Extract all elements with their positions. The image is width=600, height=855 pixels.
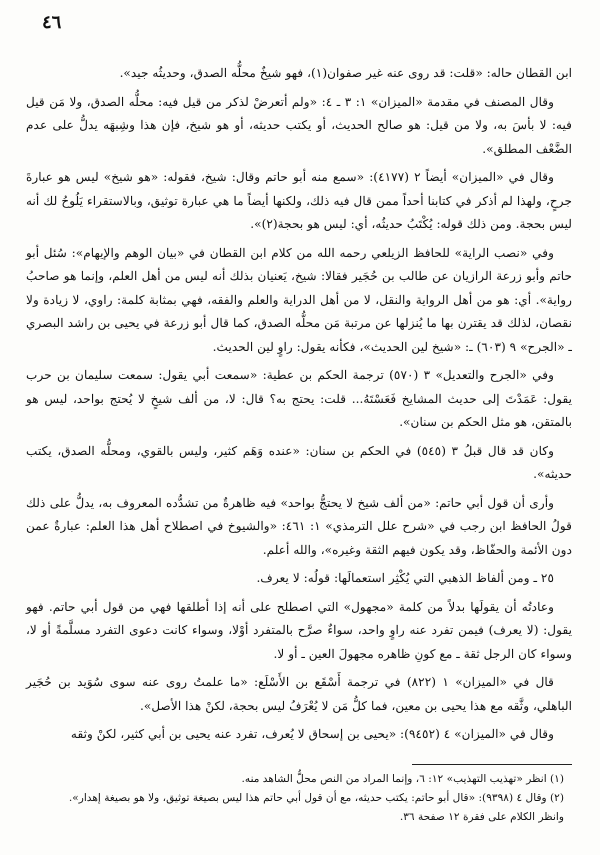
section-heading-25: ٢٥ ـ ومن ألفاظ الذهبي التي يُكْثِر استعمالَها: قولُه: لا يعرف. bbox=[256, 571, 554, 585]
footnote-divider bbox=[412, 764, 572, 765]
paragraph-7: وأرى أن قول أبي حاتم: «من ألف شيخ لا يحتجُّ بواحد» فيه ظاهرةٌ من تشدُّده المعروف به، يدلُّ على ذلك قولُ الحافظ ابن رجب في «شرح علل الترمذي» ١: ٤٦١: «والشيوخ في اصطلاح أهل هذا العلم: عبارةٌ عمن دون الأئمة والحفّاظ، وقد يكون فيهم الثقة وغيره»، والله أعلم. bbox=[26, 495, 572, 557]
footnotes bbox=[26, 770, 564, 827]
paragraph-2: وقال المصنف في مقدمة «الميزان» ١: ٣ ـ ٤: «ولم أتعرضْ لذكر من قيل فيه: محلُّه الصدق، ولا مَن قيل فيه: لا بأسَ به، ولا من قيل: هو صالح الحديث، أو يكتب حديثه، أو هو شيخ، فإن هذا وشِبهَه يدلُّ على عدم الضَّعْف المطلق». bbox=[26, 94, 572, 156]
paragraph-5: وفي «الجرح والتعديل» ٣ (٥٧٠) ترجمة الحكم بن عطية: «سمعت أبي يقول: سمعت سليمان بن حرب يقول: عَمَدْتَ إلى حديث المشايخ فَعَسْتَهُ... قلت: يحتج به؟ قال: لا، من ألف شيخٍ لا يُحتج بواحد، ليس هو بالمتقن، هو مثل الحكم بن سنان». bbox=[26, 368, 572, 429]
paragraph-10: قال في «الميزان» ١ (٨٢٢) في ترجمة أَسْقَع بن الأَسْلَع: «ما علمتُ روى عنه سوى سُوَيد بن حُجَير الباهلي، وثَّقه مع هذا يحيى بن معين، فما كلُّ مَن لا يُعْرَفُ ليس بحجة، لكنْ هذا الأصل». bbox=[26, 675, 572, 713]
paragraph-6: وكان قد قال قبلُ ٣ (٥٤٥) في الحكم بن سنان: «عنده وَهَم كثير، وليس بالقوي، ومحلُّه الصدق، يكتب حديثه». bbox=[26, 443, 572, 481]
paragraph-9: وعادتُه أن يقولَها بدلاً من كلمة «مجهول» التي اصطلح على أنه إذا أطلقها فهي من قول أبي حاتم. فهو يقول: (لا يعرف) فيمن تفرد عنه راوٍ واحد، سواءٌ صرَّح بالمتفرد أوْلا، وسواء كانت دعوى التفرد مسلَّمةً أو لا، وسواء كان الرجل ثقة ـ مع كونِ ظاهره مجهولَ العين ـ أو لا. bbox=[26, 599, 572, 661]
paragraph-4: وفي «نصب الراية» للحافظ الزيلعي رحمه الله من كلام ابن القطان في «بيان الوهم والإيهام»: سُئل أبو حاتم وأبو زرعة الرازيان عن طالب بن حُجَير فقالا: شيخ، يَعنيان بذلك أنه ليس من أهل العلم، وإنما هو صاحبُ رواية». أي: هو من أهل الرواية والنقل، لا من أهل الدراية والعلم والفقه، فهي بمثابة كلمة: راوي، لا زيادة ولا نقصان، لذلك قد يقترن بها ما يُنزلها عن مرتبة مَن محلُّه الصدق، كما قال أبو زرعة في يحيى بن راشد البصري ـ «الجرح» ٩ (٦٠٣) ـ: «شيخ لين الحديث»، فكأنه يقول: راوٍ لين الحديث. bbox=[26, 245, 572, 354]
paragraph-11: وقال في «الميزان» ٤ (٩٤٥٢): «يحيى بن إسحاق لا يُعرف، تفرد عنه يحيى بن أبي كثير، لكنْ وثقه bbox=[70, 727, 554, 741]
footnote-2-continued: وانظر الكلام على فقرة ١٢ صفحة ٣٦. bbox=[399, 811, 564, 823]
paragraph-3: وقال في «الميزان» أيضاً ٢ (٤١٧٧): «سمع منه أبو حاتم وقال: شيخ، فقوله: «هو شيخ» ليس هو عبارةَ جرحٍ، ولهذا لم أذكر في كتابنا أحداً ممن قال فيه ذلك، ولكنها أيضاً ما هي عبارة توثيق، وبالاستقراء يَلُوحُ لك أنه ليس بحجة. ومن ذلك قوله: يُكْتَبُ حديثُه، أي: ليس هو بحجة(٢)». bbox=[26, 170, 572, 231]
paragraph-1: ابن القطان حاله: «قلت: قد روى عنه غير صفوان(١)، فهو شيخٌ محلُّه الصدق، وحديثُه جيد». bbox=[119, 66, 572, 80]
footnote-1: (١) انظر «تهذيب التهذيب» ١٢: ٦، وإنما المراد من النص محلُّ الشاهد منه. bbox=[241, 773, 564, 785]
body-text bbox=[26, 62, 572, 752]
footnote-2: (٢) وقال ٤ (٩٣٩٨): «قال أبو حاتم: يكتب حديثه، مع أن قول أبي حاتم هذا ليس بصيغة توثيق، ولا هو بصيغة إهدار». bbox=[68, 792, 564, 804]
page-number: ٤٦ bbox=[42, 12, 62, 33]
